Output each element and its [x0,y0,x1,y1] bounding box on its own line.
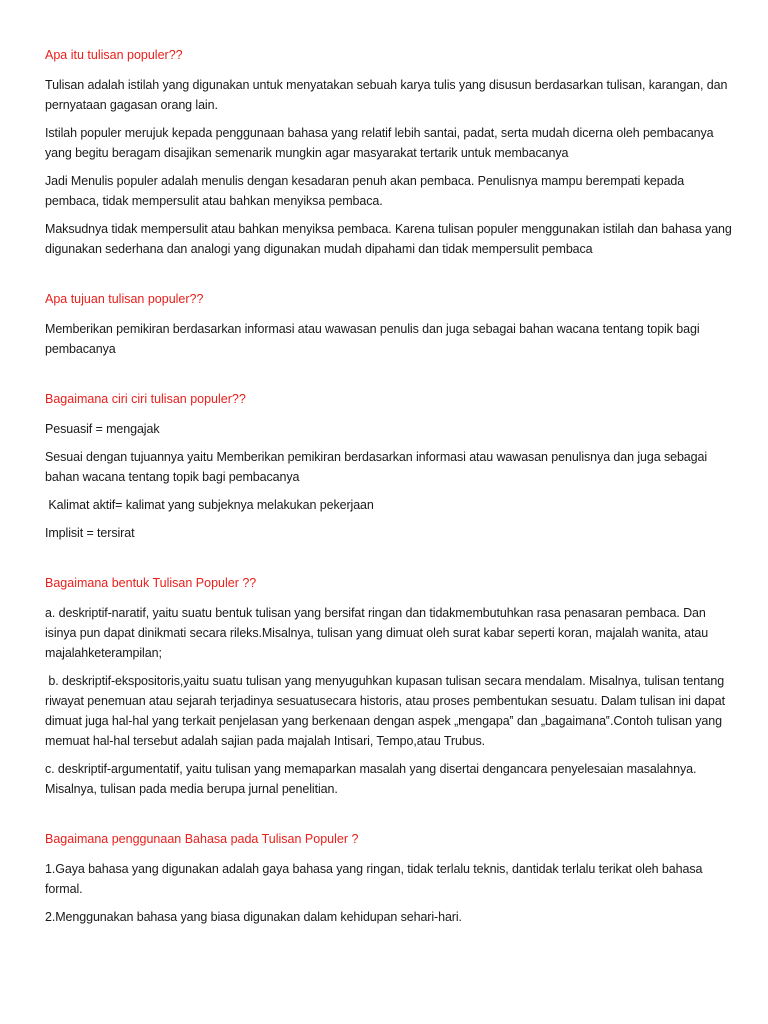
paragraph: a. deskriptif-naratif, yaitu suatu bentuk tulisan yang bersifat ringan dan tidakmembutuhkan rasa penasaran pembaca. Dan isinya pun dapat dinikmati secara rileks.Misalnya, tulisan yang dimuat oleh surat kabar seperti koran, majalah wanita, atau majalahketerampilan; [45,606,709,660]
section-tujuan [45,289,735,359]
section-bentuk [45,573,735,799]
section-heading: Apa tujuan tulisan populer?? [45,292,204,306]
section-heading: Bagaimana ciri ciri tulisan populer?? [45,392,246,406]
paragraph: Tulisan adalah istilah yang digunakan untuk menyatakan sebuah karya tulis yang disusun berdasarkan tulisan, karangan, dan pernyataan gagasan orang lain. [45,78,728,112]
paragraph: 1.Gaya bahasa yang digunakan adalah gaya bahasa yang ringan, tidak terlalu teknis, dantidak terlalu terikat oleh bahasa formal. [45,862,703,896]
section-gap [45,551,735,573]
section-heading: Apa itu tulisan populer?? [45,48,183,62]
paragraph: c. deskriptif-argumentatif, yaitu tulisan yang memaparkan masalah yang disertai dengancara penyelesaian masalahnya. Misalnya, tulisan pada media berupa jurnal penelitian. [45,762,697,796]
section-ciri [45,389,735,543]
paragraph: Jadi Menulis populer adalah menulis dengan kesadaran penuh akan pembaca. Penulisnya mampu berempati kepada pembaca, tidak mempersulit atau bahkan menyiksa pembaca. [45,174,685,208]
section-heading: Bagaimana penggunaan Bahasa pada Tulisan Populer ? [45,832,359,846]
paragraph: Implisit = tersirat [45,526,135,540]
paragraph: Istilah populer merujuk kepada penggunaan bahasa yang relatif lebih santai, padat, serta mudah dicerna oleh pembacanya yang begitu beragam disajikan semenarik mungkin agar masyarakat tertarik untuk membacanya [45,126,714,160]
paragraph: Memberikan pemikiran berdasarkan informasi atau wawasan penulis dan juga sebagai bahan wacana tentang topik bagi pembacanya [45,322,700,356]
section-apa-itu [45,45,735,259]
section-gap [45,807,735,829]
paragraph: Sesuai dengan tujuannya yaitu Memberikan pemikiran berdasarkan informasi atau wawasan penulisnya dan juga sebagai bahan wacana tentang topik bagi pembacanya [45,450,708,484]
paragraph: Pesuasif = mengajak [45,422,160,436]
document-page [45,45,735,935]
paragraph: 2.Menggunakan bahasa yang biasa digunakan dalam kehidupan sehari-hari. [45,910,462,924]
paragraph: Maksudnya tidak mempersulit atau bahkan menyiksa pembaca. Karena tulisan populer menggunakan istilah dan bahasa yang digunakan sederhana dan analogi yang digunakan mudah dipahami dan tidak mempersulit pembaca [45,222,732,256]
section-heading: Bagaimana bentuk Tulisan Populer ?? [45,576,257,590]
paragraph: Kalimat aktif= kalimat yang subjeknya melakukan pekerjaan [45,498,374,512]
paragraph: b. deskriptif-ekspositoris,yaitu suatu tulisan yang menyuguhkan kupasan tulisan secara mendalam. Misalnya, tulisan tentang riwayat penemuan atau sejarah terjadinya sesuatusecara historis, atau proses pembentukan sesuatu. Dalam tulisan ini dapat dimuat juga hal-hal yang terkait penjelasan yang berkenaan dengan aspek „mengapa‟ dan „bagaimana‟.Contoh tulisan yang memuat hal-hal tersebut adalah sajian pada majalah Intisari, Tempo,atau Trubus. [45,674,729,748]
section-gap [45,367,735,389]
section-gap [45,267,735,289]
section-penggunaan-bahasa [45,829,735,927]
